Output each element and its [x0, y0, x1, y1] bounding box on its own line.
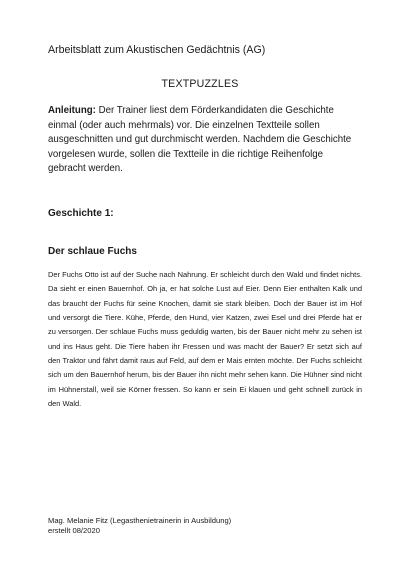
- instructions-text: Der Trainer liest dem Förderkandidaten die Geschichte einmal (oder auch mehrmals) vor. Die einzelnen Textteile sollen ausgeschnitten und gut durchmischt werden. Nachdem die Geschichte vorgelesen wurde, sollen die Textteile in die richtige Reihenfolge gebracht werden.: [48, 105, 352, 175]
- footer-author: Mag. Melanie Fitz (Legasthenietrainerin in Ausbildung): [48, 516, 232, 525]
- instructions-label: Anleitung:: [48, 105, 96, 116]
- page-subtitle: TEXTPUZZLES: [161, 78, 239, 90]
- story-text: Der Fuchs Otto ist auf der Suche nach Nahrung. Er schleicht durch den Wald und findet nichts. Da sieht er einen Bauernhof. Oh ja, er hat solche Lust auf Eier. Denn Eier enthalten Kalk und das braucht der Fuchs für seine Knochen, damit sie stark bleiben. Doch der Bauer ist im Hof und versorgt die Tiere. Kühe, Pferde, den Hund, vier Katzen, zwei Esel und drei Pferde hat er zu versorgen. Der schlaue Fuchs muss geduldig warten, bis der Bauer nicht mehr zu sehen ist und ins Haus geht. Die Tiere haben ihr Fressen und was macht der Bauer? Er setzt sich auf den Traktor und fährt damit raus auf Feld, auf dem er Mais ernten möchte. Der Fuchs schleicht sich um den Bauernhof herum, bis der Bauer ihn nicht mehr sehen kann. Die Hühner sind nicht im Hühnerstall, weil sie Körner fressen. So kann er sein Ei klauen und geht schnell zurück in den Wald.: [48, 270, 362, 409]
- story-title: Der schlaue Fuchs: [48, 246, 137, 257]
- instructions-paragraph: [48, 104, 358, 177]
- footer: [48, 516, 348, 535]
- story-number: Geschichte 1:: [48, 208, 114, 219]
- footer-created: erstellt 08/2020: [48, 525, 100, 535]
- page-title: Arbeitsblatt zum Akustischen Gedächtnis (AG): [48, 44, 266, 56]
